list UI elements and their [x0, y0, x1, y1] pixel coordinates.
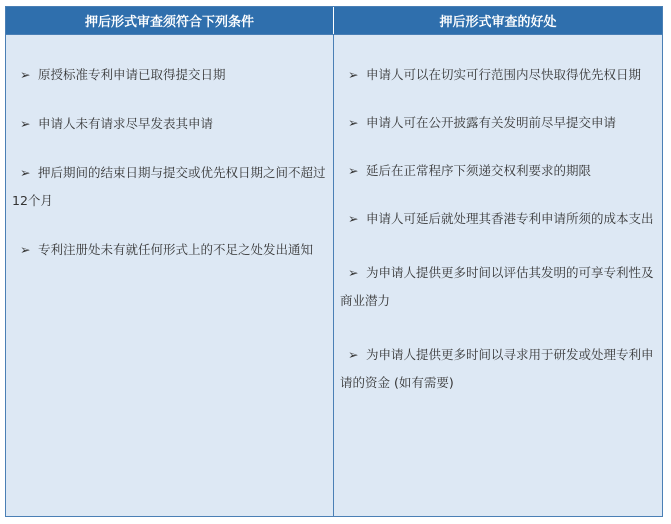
conditions-header: 押后形式审查须符合下列条件	[6, 7, 334, 34]
benefit-text: 为申请人提供更多时间以评估其发明的可享专利性及商业潜力	[340, 265, 654, 308]
arrow-bullet-icon: ➢	[348, 163, 359, 178]
benefits-header: 押后形式审查的好处	[334, 7, 662, 34]
arrow-bullet-icon: ➢	[348, 347, 359, 362]
benefit-item	[340, 109, 656, 137]
condition-item	[12, 110, 327, 138]
benefit-text: 申请人可以在切实可行范围内尽快取得优先权日期	[366, 67, 642, 82]
benefit-text: 为申请人提供更多时间以寻求用于研发或处理专利申请的资金 (如有需要)	[340, 347, 654, 390]
condition-text: 原授标准专利申请已取得提交日期	[38, 67, 226, 82]
arrow-bullet-icon: ➢	[20, 165, 31, 180]
condition-text: 申请人未有请求尽早发表其申请	[38, 116, 214, 131]
conditions-column	[6, 34, 334, 516]
comparison-table	[5, 6, 663, 517]
condition-item	[12, 61, 327, 89]
benefit-item	[340, 61, 656, 89]
arrow-bullet-icon: ➢	[348, 265, 359, 280]
benefit-item	[340, 259, 656, 315]
benefits-column	[334, 34, 662, 516]
arrow-bullet-icon: ➢	[348, 67, 359, 82]
arrow-bullet-icon: ➢	[348, 211, 359, 226]
arrow-bullet-icon: ➢	[20, 242, 31, 257]
condition-item	[12, 236, 327, 264]
benefit-item	[340, 157, 656, 185]
benefit-item	[340, 341, 656, 397]
benefit-text: 延后在正常程序下须递交权利要求的期限	[366, 163, 592, 178]
condition-text: 押后期间的结束日期与提交或优先权日期之间不超过12个月	[12, 165, 326, 208]
arrow-bullet-icon: ➢	[20, 67, 31, 82]
arrow-bullet-icon: ➢	[20, 116, 31, 131]
condition-text: 专利注册处未有就任何形式上的不足之处发出通知	[38, 242, 314, 257]
condition-item	[12, 159, 327, 215]
arrow-bullet-icon: ➢	[348, 115, 359, 130]
benefit-text: 申请人可延后就处理其香港专利申请所须的成本支出	[366, 211, 654, 226]
benefit-text: 申请人可在公开披露有关发明前尽早提交申请	[366, 115, 617, 130]
benefit-item	[340, 205, 656, 233]
